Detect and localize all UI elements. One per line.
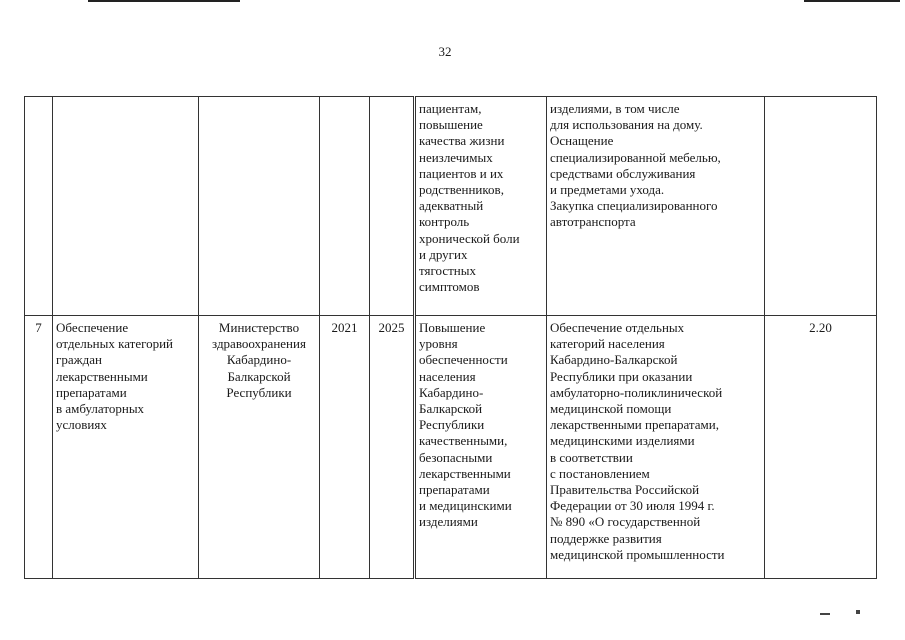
cell-activity-name	[53, 97, 199, 316]
cell-activity-name	[53, 316, 199, 579]
goal-text: Повышение уровня обеспеченности населения Кабардино- Балкарской Республики качественными, безопасными лекарственными препаратами и медицинскими изделиями	[419, 320, 512, 530]
cell-year-start	[320, 316, 370, 579]
content-paragraph: Закупка специализированного автотранспорта	[550, 198, 718, 230]
goal-text: пациентам, повышение качества жизни неизлечимых пациентов и их родственников, адекватный контроль хронической боли и других тягостных симптомов	[419, 101, 520, 295]
year-end: 2025	[378, 320, 405, 335]
scan-edge-mark	[804, 0, 900, 2]
table-row	[25, 316, 877, 579]
activity-name: Обеспечение отдельных категорий граждан лекарственными препаратами в амбулаторных условиях	[56, 320, 174, 433]
cell-content	[547, 316, 765, 579]
scan-dot	[856, 610, 860, 614]
cell-year-end	[370, 97, 415, 316]
cell-number	[25, 316, 53, 579]
cell-indicator	[765, 97, 877, 316]
cell-indicator	[765, 316, 877, 579]
scan-edge-mark	[88, 0, 240, 2]
scan-dot	[820, 613, 830, 615]
cell-goal	[415, 316, 547, 579]
executor-name: Министерство здравоохранения Кабардино- Балкарской Республики	[212, 320, 306, 400]
cell-year-start	[320, 97, 370, 316]
cell-executor	[199, 316, 320, 579]
content-paragraph: Оснащение специализированной мебелью, средствами обслуживания и предметами ухода.	[550, 133, 721, 198]
program-table	[24, 96, 877, 579]
content-paragraph: изделиями, в том числе для использования на дому.	[550, 101, 703, 133]
cell-executor	[199, 97, 320, 316]
cell-number	[25, 97, 53, 316]
cell-year-end	[370, 316, 415, 579]
table-row	[25, 97, 877, 316]
indicator-value: 2.20	[809, 320, 832, 335]
page-number: 32	[438, 44, 452, 59]
content-paragraph: Обеспечение отдельных категорий населения Кабардино-Балкарской Республики при оказании амбулаторно-поликлинической медицинской помощи лекарственными препаратами, медицинскими изделиями в соответствии с постановлением Правительства Российской Федерации от 30 июля 1994 г. № 890 «О государственной поддержке развития медицинской промышленности	[550, 320, 725, 562]
year-start: 2021	[331, 320, 358, 335]
cell-goal	[415, 97, 547, 316]
cell-content	[547, 97, 765, 316]
row-number: 7	[35, 320, 42, 335]
